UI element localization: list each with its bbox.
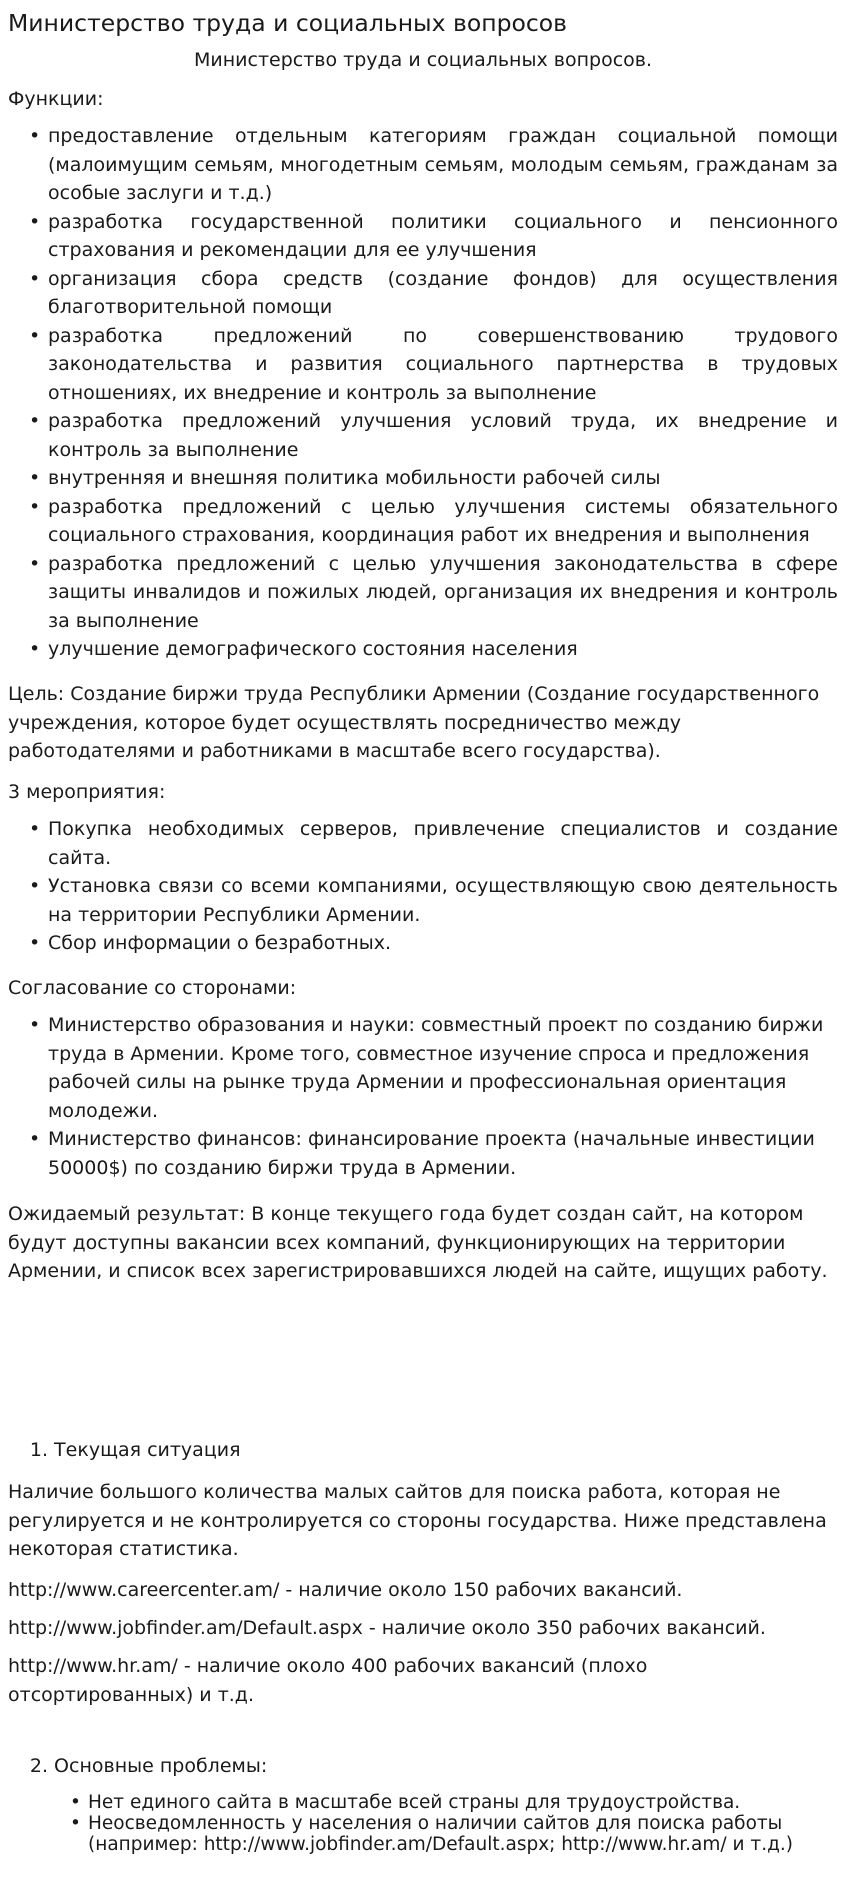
list-item: • разработка предложений с целью улучшения законодательства в сфере защиты инвалидов и пожилых людей, организация их внедрения и контроль за выполнение (8, 550, 838, 636)
list-item: • предоставление отдельным категориям граждан социальной помощи (малоимущим семьям, многодетным семьям, молодым семьям, гражданам за особые заслуги и т.д.) (8, 122, 838, 208)
section-number: 2. (29, 1755, 48, 1777)
section-current-situation-heading (8, 1436, 241, 1465)
list-item: • разработка предложений с целью улучшения системы обязательного социального страхования, координация работ их внедрения и выполнения (8, 493, 838, 550)
list-item: • Установка связи со всеми компаниями, осуществляющую свою деятельность на территории Республики Армении. (8, 872, 838, 929)
site-stat-text: - наличие около 400 рабочих вакансий (плохо отсортированных) и т.д. (8, 1655, 648, 1706)
site-stat-text: - наличие около 150 рабочих вакансий. (279, 1579, 683, 1601)
events-heading: 3 мероприятия: (8, 781, 166, 803)
site-stat-text: - наличие около 350 рабочих вакансий. (362, 1617, 766, 1639)
site-link[interactable]: http://www.careercenter.am/ (8, 1579, 280, 1601)
site-stat-line (8, 1614, 838, 1643)
site-link[interactable]: http://www.jobfinder.am/Default.aspx (8, 1617, 363, 1639)
current-situation-paragraph: Наличие большого количества малых сайтов для поиска работа, которая не регулируется и не контролируется со стороны государства. Ниже представлена некоторая статистика. (8, 1481, 827, 1560)
list-item: • разработка государственной политики социального и пенсионного страхования и рекомендации для ее улучшения (8, 208, 838, 265)
expected-result-paragraph: Ожидаемый результат: В конце текущего года будет создан сайт, на котором будут доступны вакансии всех компаний, функционирующих на территории Армении, и список всех зарегистрировавшихся людей на сайте, ищущих работу. (8, 1203, 828, 1282)
list-item: • Сбор информации о безработных. (8, 929, 838, 958)
coordination-list (8, 1011, 838, 1182)
problems-list (8, 1792, 838, 1855)
functions-heading: Функции: (8, 88, 104, 110)
list-item: • Нет единого сайта в масштабе всей страны для трудоустройства. (8, 1792, 838, 1813)
list-item: • разработка предложений по совершенствованию трудового законодательства и развития социального партнерства в трудовых отношениях, их внедрение и контроль за выполнение (8, 322, 838, 408)
list-item: • улучшение демографического состояния населения (8, 635, 838, 664)
list-item: • внутренняя и внешняя политика мобильности рабочей силы (8, 464, 838, 493)
section-title: Текущая ситуация (54, 1439, 241, 1461)
goal-paragraph: Цель: Создание биржи труда Республики Армении (Создание государственного учреждения, которое будет осуществлять посредничество между работодателями и работниками в масштабе всего государства). (8, 683, 820, 762)
list-item: • Министерство финансов: финансирование проекта (начальные инвестиции 50000$) по созданию биржи труда в Армении. (8, 1125, 838, 1182)
site-link[interactable]: http://www.hr.am/ (8, 1655, 178, 1677)
list-item: • Покупка необходимых серверов, привлечение специалистов и создание сайта. (8, 815, 838, 872)
coordination-heading: Согласование со сторонами: (8, 977, 297, 999)
events-list (8, 815, 838, 958)
list-item: • организация сбора средств (создание фондов) для осуществления благотворительной помощи (8, 265, 838, 322)
site-stat-line (8, 1652, 708, 1709)
section-main-problems-heading (8, 1752, 267, 1781)
site-stat-line (8, 1576, 838, 1605)
document-subtitle: Министерство труда и социальных вопросов. (193, 49, 652, 71)
section-number: 1. (29, 1439, 48, 1461)
functions-list (8, 122, 838, 664)
list-item: • разработка предложений улучшения условий труда, их внедрение и контроль за выполнение (8, 407, 838, 464)
document-title: Министерство труда и социальных вопросов (8, 9, 568, 37)
section-title: Основные проблемы: (54, 1755, 268, 1777)
list-item: • Министерство образования и науки: совместный проект по созданию биржи труда в Армении. Кроме того, совместное изучение спроса и предложения рабочей силы на рынке труда Армении и профессиональная ориентация молодежи. (8, 1011, 838, 1125)
list-item: • Неосведомленность у населения о наличии сайтов для поиска работы (например: http://www.jobfinder.am/Default.aspx; http://www.hr.am/ и т.д.) (8, 1813, 838, 1855)
